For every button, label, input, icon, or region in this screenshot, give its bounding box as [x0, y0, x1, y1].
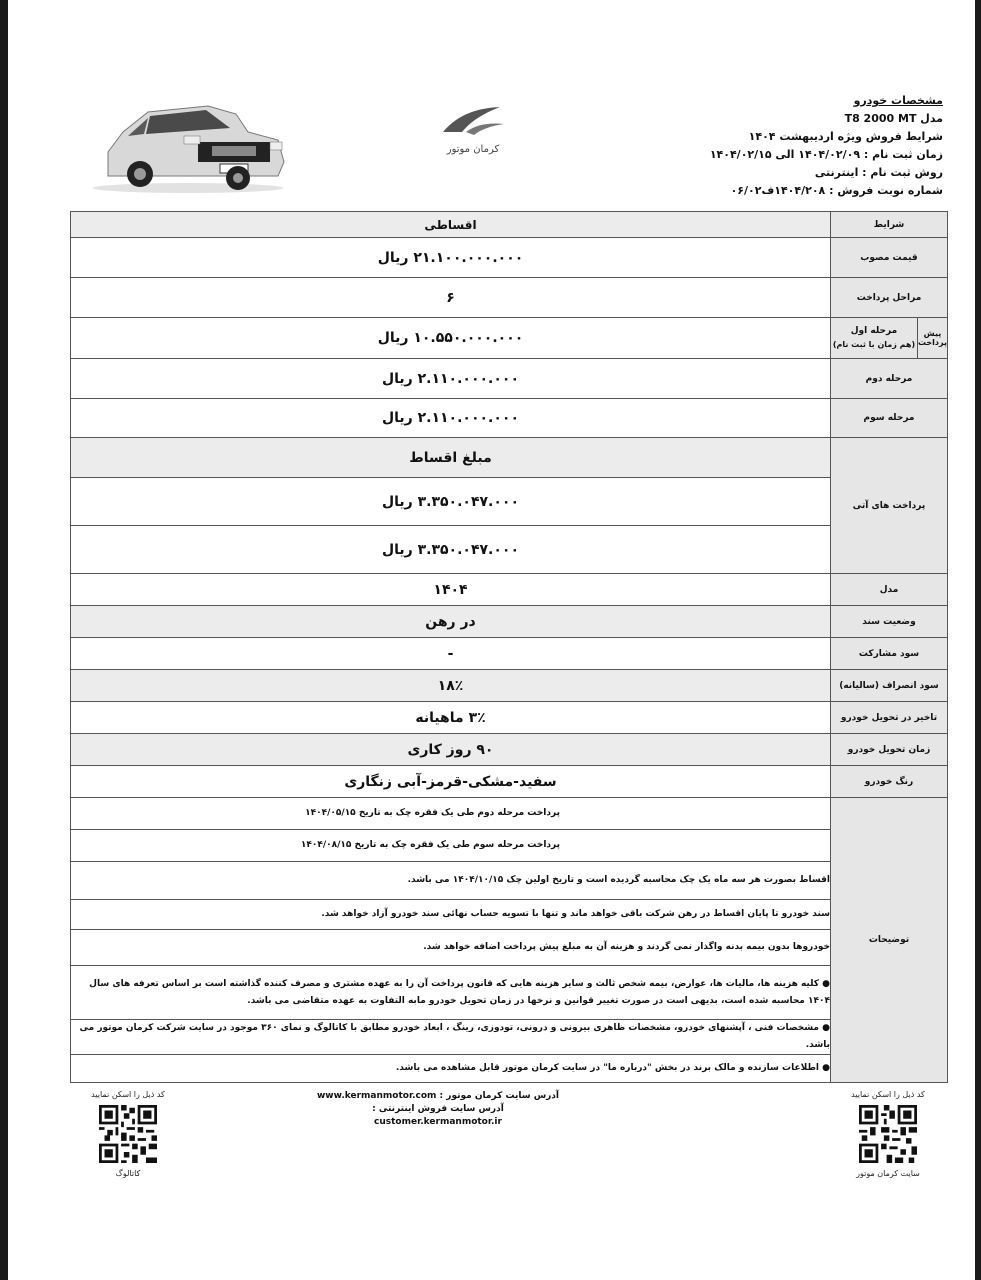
installment-2-value: ۳.۳۵۰.۰۴۷.۰۰۰ ریال [71, 526, 831, 574]
approved-price-label: قیمت مصوب [831, 238, 948, 278]
first-stage-label-cell [831, 318, 917, 358]
installment-amount-label: مبلغ اقساط [71, 438, 831, 478]
note-item: پرداخت مرحله سوم طی یک فقره چک به تاریخ ۱۴۰۴/۰۸/۱۵ [71, 830, 831, 862]
spec-table [70, 211, 948, 1083]
prepayment-label: پیش پرداخت [917, 318, 947, 358]
site-qr-block [848, 1090, 928, 1178]
footer-addresses [308, 1090, 568, 1129]
header-registration-method: روش ثبت نام : اینترنتی [814, 166, 943, 179]
model-label: مدل [831, 574, 948, 606]
prepayment-subtable [831, 318, 947, 358]
cancellation-profit-value: ۱۸٪ [71, 670, 831, 702]
bullet-icon: ● [819, 1023, 830, 1033]
color-label: رنگ خودرو [831, 766, 948, 798]
second-stage-value: ۲.۱۱۰.۰۰۰.۰۰۰ ریال [71, 359, 831, 399]
site-qr-code-icon[interactable] [859, 1105, 917, 1163]
partnership-profit-label: سود مشارکت [831, 638, 948, 670]
kerman-motor-logo [428, 104, 518, 164]
third-stage-value: ۲.۱۱۰.۰۰۰.۰۰۰ ریال [71, 399, 831, 438]
delivery-time-label: زمان تحویل خودرو [831, 734, 948, 766]
delivery-delay-value: ۳٪ ماهیانه [71, 702, 831, 734]
shop-address: آدرس سایت فروش اینترنتی : customer.kermanmotor.ir [372, 1104, 504, 1127]
color-value: سفید-مشکی-قرمز-آبی زنگاری [71, 766, 831, 798]
notes-label: توضیحات [831, 798, 948, 1083]
conditions-label: شرایط [831, 212, 948, 238]
bullet-icon: ● [819, 978, 830, 989]
note-item-cell [71, 1020, 831, 1055]
website-address: آدرس سایت کرمان موتور : www.kermanmotor.com [316, 1091, 560, 1101]
note-item-cell [71, 1055, 831, 1083]
conditions-value: اقساطی [71, 212, 831, 238]
second-stage-label: مرحله دوم [831, 359, 948, 399]
note-item-cell [71, 966, 831, 1020]
scan-text-left: کد ذیل را اسکن نمایید [91, 1090, 165, 1099]
model-value: ۱۴۰۴ [71, 574, 831, 606]
note-item: سند خودرو تا پایان اقساط در رهن شرکت باقی خواهد ماند و تنها با تسویه حساب نهائی سند خودرو آزاد خواهد شد. [71, 900, 831, 930]
pickup-truck-image [88, 92, 288, 194]
note-item: کلیه هزینه ها، مالیات ها، عوارض، بیمه شخص ثالث و سایر هزینه هایی که قانون پرداخت آن را به عهده مشتری و مصرف کننده گذاشته است بر اساس تعرفه های سال ۱۴۰۴ محاسبه شده است، بدیهی است در صورت تغییر قوانین و نرخها در زمان تحویل خودرو مابه التفاوت به عهده متقاضی می باشد. [89, 978, 830, 1006]
scan-text-right: کد ذیل را اسکن نمایید [851, 1090, 925, 1099]
note-item: اطلاعات سازنده و مالک برند در بخش "درباره ما" در سایت کرمان موتور قابل مشاهده می باشد. [395, 1063, 819, 1073]
price-sheet [8, 0, 975, 1280]
site-label: سایت کرمان موتور [856, 1169, 920, 1178]
bullet-icon: ● [819, 1063, 830, 1073]
logo-text: کرمان موتور [446, 144, 500, 155]
first-stage-value: ۱۰.۵۵۰.۰۰۰.۰۰۰ ریال [71, 318, 831, 359]
document-status-value: در رهن [71, 606, 831, 638]
header-sale-conditions: شرایط فروش ویژه اردیبهشت ۱۴۰۴ [748, 130, 943, 143]
partnership-profit-value: - [71, 638, 831, 670]
installment-1-value: ۳.۳۵۰.۰۴۷.۰۰۰ ریال [71, 478, 831, 526]
header-registration-time: زمان ثبت نام : ۱۴۰۴/۰۲/۰۹ الی ۱۴۰۴/۰۲/۱۵ [709, 148, 943, 161]
note-item: اقساط بصورت هر سه ماه یک چک محاسبه گردیده است و تاریخ اولین چک ۱۴۰۴/۱۰/۱۵ می باشد. [71, 862, 831, 900]
third-stage-label: مرحله سوم [831, 399, 948, 438]
payment-stages-label: مراحل پرداخت [831, 278, 948, 318]
note-item: مشخصات فنی ، آپشنهای خودرو، مشخصات ظاهری بیرونی و درونی، تودوزی، رینگ ، ابعاد خودرو مطابق با کاتالوگ و نمای ۳۶۰ موجود در سایت شرکت کرمان موتور می باشد. [79, 1023, 830, 1050]
first-stage-label: مرحله اول [850, 326, 898, 336]
prepayment-cell [831, 318, 948, 359]
document-status-label: وضعیت سند [831, 606, 948, 638]
note-item: خودروها بدون بیمه بدنه واگذار نمی گردند و هزینه آن به مبلغ پیش پرداخت اضافه خواهد شد. [71, 930, 831, 966]
delivery-time-value: ۹۰ روز کاری [71, 734, 831, 766]
header-sale-number: شماره نوبت فروش : ۱۴۰۴/۲۰۸ف۰۶/۰۲ [730, 184, 943, 197]
header-title: مشخصات خودرو [853, 94, 943, 107]
header-model: مدل T8 2000 MT [844, 112, 943, 125]
delivery-delay-label: تاخیر در تحویل خودرو [831, 702, 948, 734]
approved-price-value: ۲۱.۱۰۰.۰۰۰.۰۰۰ ریال [71, 238, 831, 278]
logo-emblem-icon [438, 104, 508, 138]
future-payments-label: پرداخت های آتی [831, 438, 948, 574]
header-info [710, 92, 943, 200]
payment-stages-value: ۶ [71, 278, 831, 318]
catalog-label: کاتالوگ [115, 1169, 141, 1178]
cancellation-profit-label: سود انصراف (سالیانه) [831, 670, 948, 702]
note-item: پرداخت مرحله دوم طی یک فقره چک به تاریخ ۱۴۰۴/۰۵/۱۵ [71, 798, 831, 830]
first-stage-sub: (هم زمان با ثبت نام) [832, 340, 916, 349]
catalog-qr-code-icon[interactable] [99, 1105, 157, 1163]
catalog-qr-block [88, 1090, 168, 1178]
